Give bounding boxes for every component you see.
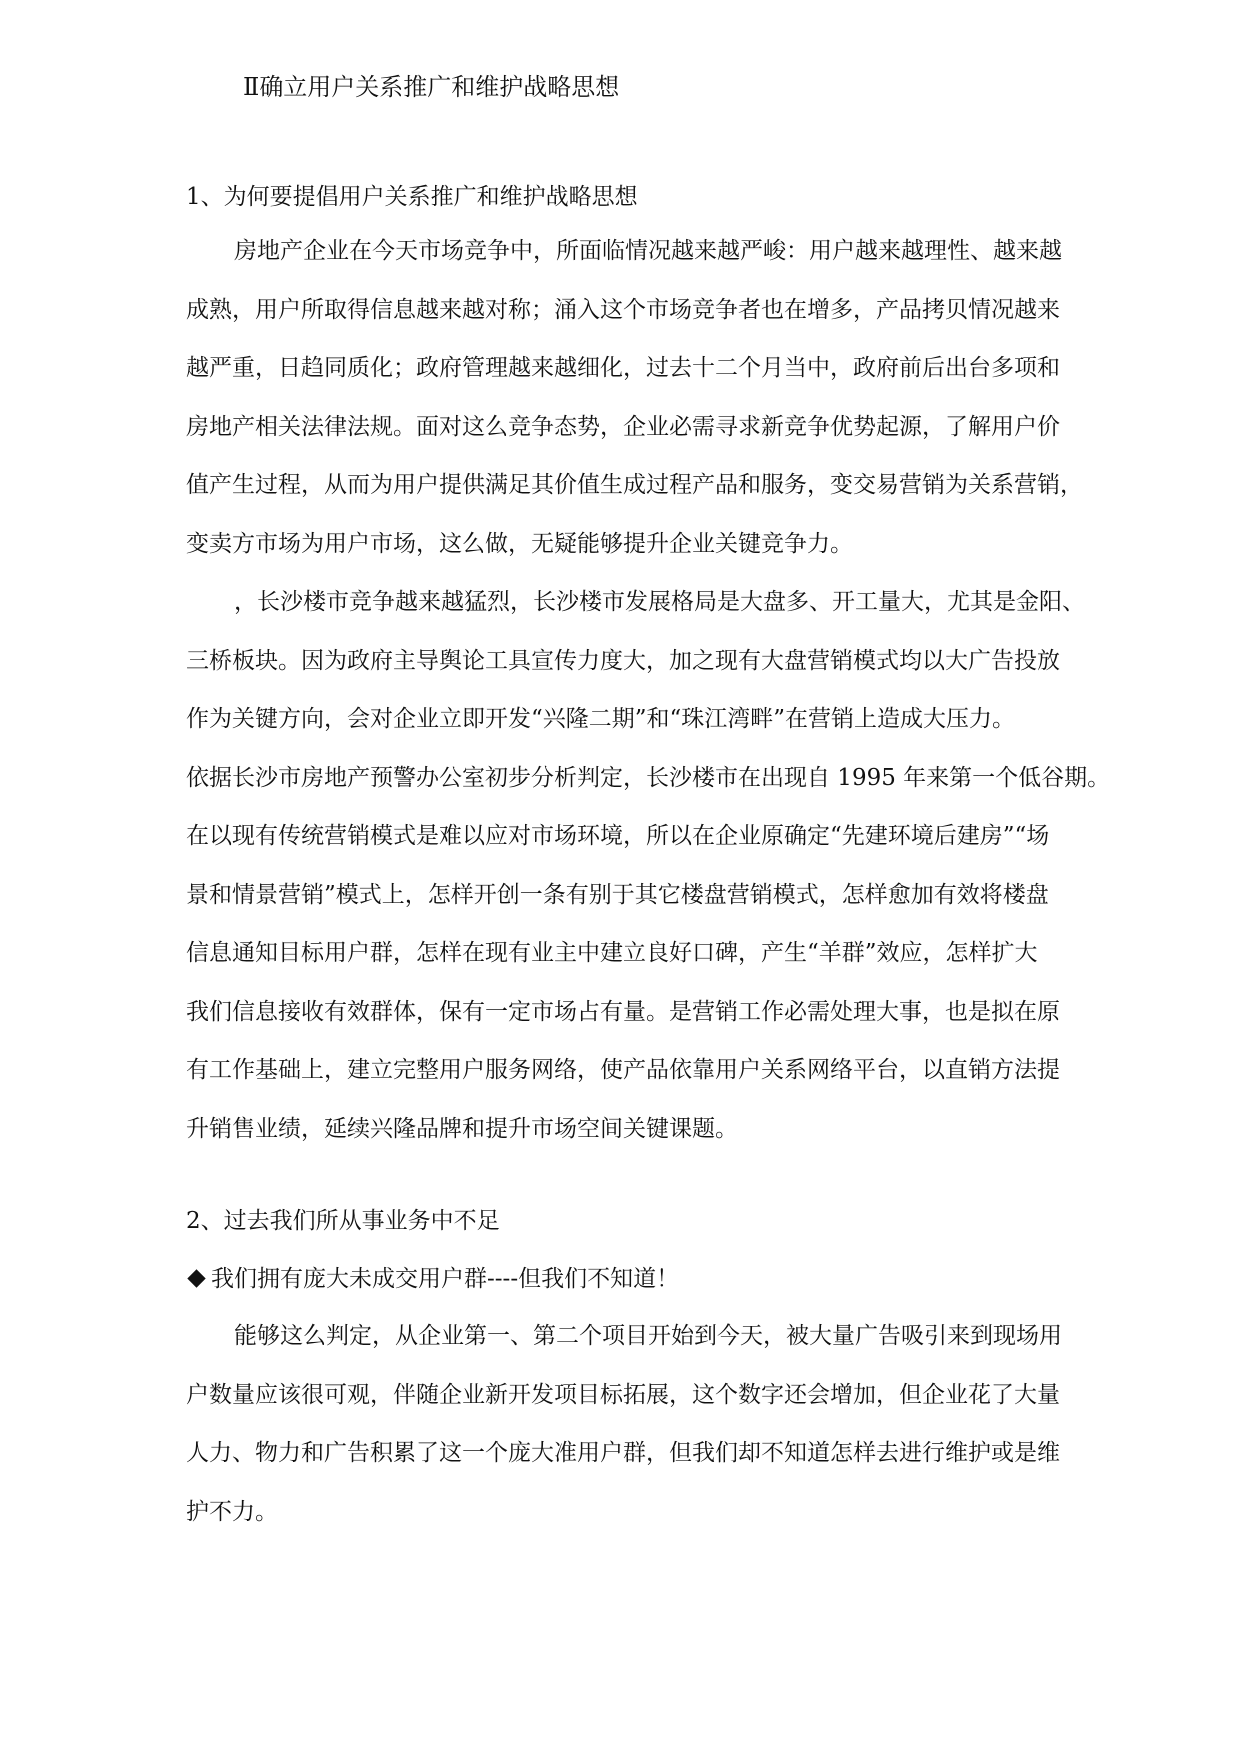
bullet-item <box>186 1262 679 1296</box>
paragraph-line: ，长沙楼市竞争越来越猛烈，长沙楼市发展格局是大盘多、开工量大，尤其是金阳、 <box>234 589 1085 615</box>
paragraph-line: 升销售业绩，延续兴隆品牌和提升市场空间关键课题。 <box>186 1115 738 1142</box>
paragraph-line: 我们信息接收有效群体，保有一定市场占有量。是营销工作必需处理大事，也是拟在原 <box>186 998 1060 1025</box>
section-2-paragraph-1 <box>186 1307 1146 1541</box>
section-1-heading: 1、为何要提倡用户关系推广和维护战略思想 <box>186 184 638 210</box>
paragraph-line: 依据长沙市房地产预警办公室初步分析判定，长沙楼市在出现自 1995 年来第一个低谷期。 <box>186 764 1111 791</box>
section-2-heading: 2、过去我们所从事业务中不足 <box>186 1208 500 1234</box>
paragraph-line: 作为关键方向，会对企业立即开发“兴隆二期”和“珠江湾畔”在营销上造成大压力。 <box>186 706 1016 732</box>
diamond-bullet-icon <box>187 1269 205 1287</box>
paragraph-line: 户数量应该很可观，伴随企业新开发项目标拓展，这个数字还会增加，但企业花了大量 <box>186 1381 1060 1408</box>
section-1-paragraph-2 <box>186 573 1146 1158</box>
paragraph-line: 有工作基础上，建立完整用户服务网络，使产品依靠用户关系网络平台，以直销方法提 <box>186 1057 1060 1083</box>
paragraph-line: 在以现有传统营销模式是难以应对市场环境，所以在企业原确定“先建环境后建房”“场 <box>186 823 1050 849</box>
paragraph-line: 值产生过程，从而为用户提供满足其价值生成过程产品和服务，变交易营销为关系营销， <box>186 472 1083 498</box>
paragraph-line: 景和情景营销”模式上，怎样开创一条有别于其它楼盘营销模式，怎样愈加有效将楼盘 <box>186 881 1049 908</box>
paragraph-line: 越严重，日趋同质化；政府管理越来越细化，过去十二个月当中，政府前后出台多项和 <box>186 355 1060 381</box>
paragraph-line: 信息通知目标用户群，怎样在现有业主中建立良好口碑，产生“羊群”效应，怎样扩大 <box>186 940 1038 966</box>
paragraph-line: 能够这么判定，从企业第一、第二个项目开始到今天，被大量广告吸引来到现场用 <box>234 1323 1062 1349</box>
document-title: Ⅱ确立用户关系推广和维护战略思想 <box>243 73 620 101</box>
section-1-paragraph-1 <box>186 222 1146 573</box>
paragraph-line: 变卖方市场为用户市场，这么做，无疑能够提升企业关键竞争力。 <box>186 530 853 557</box>
paragraph-line: 三桥板块。因为政府主导舆论工具宣传力度大，加之现有大盘营销模式均以大广告投放 <box>186 647 1060 674</box>
bullet-text: 我们拥有庞大未成交用户群----但我们不知道！ <box>211 1266 680 1292</box>
paragraph-line: 护不力。 <box>186 1498 278 1525</box>
paragraph-line: 房地产相关法律法规。面对这么竞争态势，企业必需寻求新竞争优势起源，了解用户价 <box>186 413 1060 440</box>
paragraph-line: 房地产企业在今天市场竞争中，所面临情况越来越严峻：用户越来越理性、越来越 <box>234 238 1062 264</box>
paragraph-line: 成熟，用户所取得信息越来越对称；涌入这个市场竞争者也在增多，产品拷贝情况越来 <box>186 296 1060 323</box>
paragraph-line: 人力、物力和广告积累了这一个庞大准用户群，但我们却不知道怎样去进行维护或是维 <box>186 1440 1060 1466</box>
